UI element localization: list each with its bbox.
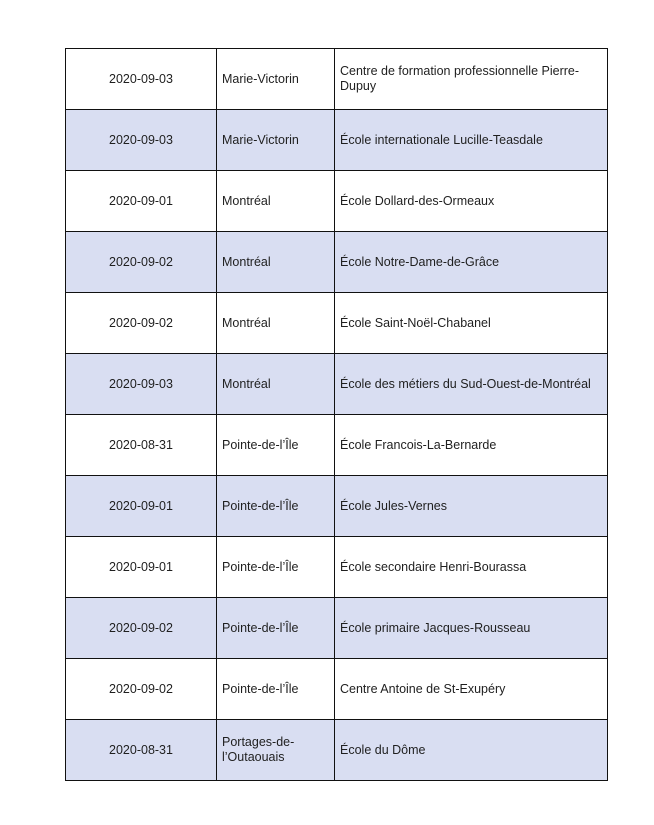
table-row bbox=[66, 415, 608, 476]
school-name-cell: Centre Antoine de St-Exupéry bbox=[335, 659, 608, 720]
table-row bbox=[66, 171, 608, 232]
table-row bbox=[66, 293, 608, 354]
service-center-cell: Pointe-de-l’Île bbox=[217, 537, 335, 598]
school-name-cell: École secondaire Henri-Bourassa bbox=[335, 537, 608, 598]
date-cell: 2020-08-31 bbox=[66, 720, 217, 781]
table-row bbox=[66, 354, 608, 415]
table-row bbox=[66, 49, 608, 110]
date-cell: 2020-09-01 bbox=[66, 537, 217, 598]
table-body bbox=[66, 49, 608, 781]
date-cell: 2020-09-02 bbox=[66, 598, 217, 659]
table-row bbox=[66, 537, 608, 598]
table-row bbox=[66, 598, 608, 659]
date-cell: 2020-09-03 bbox=[66, 49, 217, 110]
school-name-cell: École primaire Jacques-Rousseau bbox=[335, 598, 608, 659]
date-cell: 2020-09-03 bbox=[66, 354, 217, 415]
table-row bbox=[66, 110, 608, 171]
table-row bbox=[66, 476, 608, 537]
school-name-cell: École Notre-Dame-de-Grâce bbox=[335, 232, 608, 293]
service-center-cell: Montréal bbox=[217, 354, 335, 415]
service-center-cell: Pointe-de-l’Île bbox=[217, 598, 335, 659]
school-name-cell: École Francois-La-Bernarde bbox=[335, 415, 608, 476]
school-name-cell: École Jules-Vernes bbox=[335, 476, 608, 537]
school-name-cell: École du Dôme bbox=[335, 720, 608, 781]
service-center-cell: Marie-Victorin bbox=[217, 110, 335, 171]
table-row bbox=[66, 659, 608, 720]
service-center-cell: Marie-Victorin bbox=[217, 49, 335, 110]
service-center-cell: Portages-de-l’Outaouais bbox=[217, 720, 335, 781]
school-name-cell: École des métiers du Sud-Ouest-de-Montréal bbox=[335, 354, 608, 415]
date-cell: 2020-08-31 bbox=[66, 415, 217, 476]
date-cell: 2020-09-01 bbox=[66, 171, 217, 232]
date-cell: 2020-09-02 bbox=[66, 232, 217, 293]
school-name-cell: École internationale Lucille-Teasdale bbox=[335, 110, 608, 171]
service-center-cell: Montréal bbox=[217, 232, 335, 293]
school-name-cell: Centre de formation professionnelle Pierre-Dupuy bbox=[335, 49, 608, 110]
school-name-cell: École Saint-Noël-Chabanel bbox=[335, 293, 608, 354]
school-name-cell: École Dollard-des-Ormeaux bbox=[335, 171, 608, 232]
date-cell: 2020-09-02 bbox=[66, 293, 217, 354]
school-cases-table bbox=[65, 48, 608, 781]
service-center-cell: Pointe-de-l’Île bbox=[217, 659, 335, 720]
date-cell: 2020-09-02 bbox=[66, 659, 217, 720]
service-center-cell: Pointe-de-l’Île bbox=[217, 415, 335, 476]
table-row bbox=[66, 232, 608, 293]
service-center-cell: Montréal bbox=[217, 171, 335, 232]
date-cell: 2020-09-01 bbox=[66, 476, 217, 537]
service-center-cell: Montréal bbox=[217, 293, 335, 354]
table-row bbox=[66, 720, 608, 781]
service-center-cell: Pointe-de-l’Île bbox=[217, 476, 335, 537]
date-cell: 2020-09-03 bbox=[66, 110, 217, 171]
